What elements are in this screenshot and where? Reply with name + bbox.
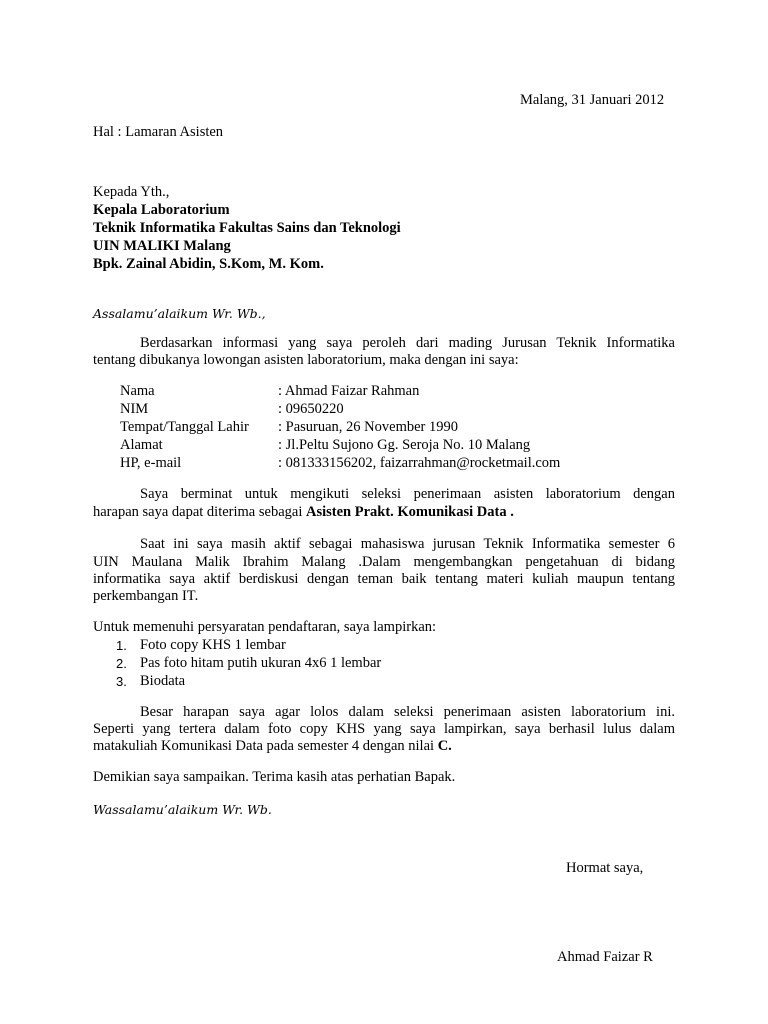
paragraph-line: Seperti yang tertera dalam foto copy KHS yang saya lampirkan, saya berhasil lulus dalam	[93, 721, 675, 737]
identity-value: : Ahmad Faizar Rahman	[278, 383, 420, 399]
identity-value: : 09650220	[278, 401, 344, 417]
paragraph-line: Saya berminat untuk mengikuti seleksi penerimaan asisten laboratorium dengan	[140, 486, 675, 502]
list-text: Foto copy KHS 1 lembar	[140, 637, 286, 653]
identity-label: NIM	[120, 401, 149, 417]
identity-row	[120, 437, 680, 455]
list-text: Biodata	[140, 673, 186, 689]
list-text: Pas foto hitam putih ukuran 4x6 1 lembar	[140, 655, 382, 671]
closing-line: Demikian saya sampaikan. Terima kasih atas perhatian Bapak.	[93, 769, 456, 785]
identity-value: : Pasuruan, 26 November 1990	[278, 419, 459, 435]
paragraph-line: UIN Maulana Malik Ibrahim Malang .Dalam mengembangkan pengetahuan di bidang	[93, 554, 675, 570]
identity-row	[120, 383, 680, 401]
paragraph-line: perkembangan IT.	[93, 588, 199, 604]
paragraph-line: Besar harapan saya agar lolos dalam seleksi penerimaan asisten laboratorium ini.	[140, 704, 675, 720]
identity-label: Nama	[120, 383, 155, 399]
sign-off: Hormat saya,	[566, 860, 644, 876]
identity-label: Tempat/Tanggal Lahir	[120, 419, 249, 435]
signature-name: Ahmad Faizar R	[557, 949, 653, 965]
identity-value: : Jl.Peltu Sujono Gg. Seroja No. 10 Malang	[278, 437, 531, 453]
paragraph-line	[93, 738, 452, 755]
paragraph-line: Saat ini saya masih aktif sebagai mahasiswa jurusan Teknik Informatika semester 6	[140, 536, 675, 552]
attachments-intro: Untuk memenuhi persyaratan pendaftaran, saya lampirkan:	[93, 619, 437, 635]
salutation: Assalamu’alaikum Wr. Wb.,	[93, 306, 266, 321]
recipient-line: Kepala Laboratorium	[93, 202, 230, 218]
position-name: Asisten Prakt. Komunikasi Data .	[305, 504, 514, 520]
recipient-line: Teknik Informatika Fakultas Sains dan Teknologi	[93, 220, 401, 236]
identity-row	[120, 401, 680, 419]
paragraph-line: Berdasarkan informasi yang saya peroleh dari mading Jurusan Teknik Informatika	[140, 335, 675, 351]
grade-value: C.	[437, 738, 452, 754]
identity-value: : 081333156202, faizarrahman@rocketmail.com	[278, 455, 561, 471]
letter-subject: Hal : Lamaran Asisten	[93, 124, 224, 140]
list-number: 2.	[116, 656, 127, 671]
identity-row	[120, 419, 680, 437]
identity-label: Alamat	[120, 437, 163, 453]
list-number: 3.	[116, 674, 127, 689]
recipient-greeting: Kepada Yth.,	[93, 184, 170, 200]
paragraph-line: informatika saya aktif berdiskusi dengan teman baik tentang materi kuliah maupun tentang	[93, 571, 675, 587]
recipient-line: UIN MALIKI Malang	[93, 238, 231, 254]
recipient-line: Bpk. Zainal Abidin, S.Kom, M. Kom.	[93, 256, 324, 272]
identity-label: HP, e-mail	[120, 455, 182, 471]
paragraph-line	[93, 504, 514, 521]
list-number: 1.	[116, 638, 127, 653]
paragraph-text: matakuliah Komunikasi Data pada semester 4 dengan nilai	[93, 738, 438, 754]
paragraph-line: tentang dibukanya lowongan asisten laboratorium, maka dengan ini saya:	[93, 352, 519, 368]
farewell: Wassalamu’alaikum Wr. Wb.	[93, 802, 272, 817]
identity-row	[120, 455, 680, 473]
paragraph-text: harapan saya dapat diterima sebagai	[93, 504, 306, 520]
letter-date: Malang, 31 Januari 2012	[520, 92, 665, 108]
